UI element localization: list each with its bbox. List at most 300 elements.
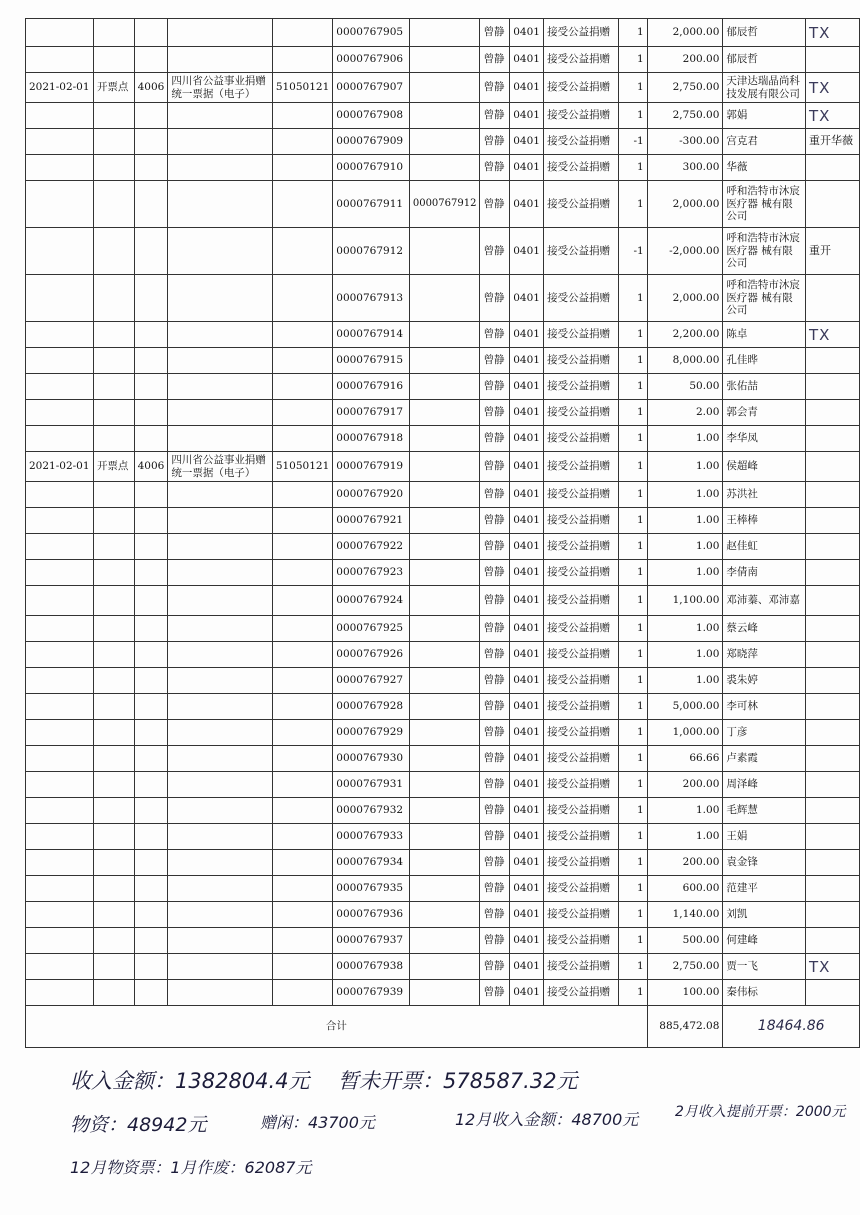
cell-original-number	[409, 275, 480, 322]
table-row	[26, 720, 860, 746]
cell-operator: 曾静	[480, 980, 510, 1006]
cell-item: 接受公益捐赠	[544, 954, 618, 980]
cell-operator: 曾静	[480, 746, 510, 772]
cell-note	[805, 228, 859, 275]
tx-handwritten-mark: TX	[808, 325, 831, 344]
cell-dept: 0401	[510, 155, 544, 181]
cell-type	[93, 400, 134, 426]
note-donation: 赠闲：43700元	[260, 1113, 375, 1132]
cell-bill-name	[168, 824, 272, 850]
cell-bill-code	[272, 374, 332, 400]
cell-number: 0000767921	[333, 508, 410, 534]
cell-original-number	[409, 155, 480, 181]
cell-bill-code	[272, 798, 332, 824]
cell-donor: 秦伟标	[723, 980, 806, 1006]
cell-bill-name	[168, 850, 272, 876]
cell-bill-code	[272, 103, 332, 129]
cell-dept: 0401	[510, 876, 544, 902]
cell-date	[26, 642, 94, 668]
cell-qty: 1	[618, 560, 647, 586]
cell-bill-code	[272, 694, 332, 720]
cell-note	[805, 850, 859, 876]
cell-bill-code	[272, 668, 332, 694]
table-row	[26, 508, 860, 534]
note-dec-income: 12月收入金额：48700元	[455, 1110, 639, 1129]
cell-bill-name	[168, 668, 272, 694]
cell-qty: -1	[618, 228, 647, 275]
cell-note	[805, 47, 859, 73]
cell-amount: 1,000.00	[647, 720, 723, 746]
cell-dept: 0401	[510, 400, 544, 426]
cell-item: 接受公益捐赠	[544, 902, 618, 928]
cell-code	[134, 928, 168, 954]
cell-type	[93, 772, 134, 798]
cell-code	[134, 668, 168, 694]
cell-date	[26, 322, 94, 348]
cell-bill-name	[168, 642, 272, 668]
cell-item: 接受公益捐赠	[544, 980, 618, 1006]
cell-donor: 袁金锋	[723, 850, 806, 876]
cell-operator: 曾静	[480, 228, 510, 275]
cell-dept: 0401	[510, 508, 544, 534]
cell-amount: 50.00	[647, 374, 723, 400]
table-row	[26, 228, 860, 275]
cell-item: 接受公益捐赠	[544, 228, 618, 275]
cell-donor: 赵佳虹	[723, 534, 806, 560]
cell-code	[134, 275, 168, 322]
table-row	[26, 129, 860, 155]
cell-bill-code	[272, 980, 332, 1006]
cell-date	[26, 374, 94, 400]
cell-amount: 2,000.00	[647, 19, 723, 47]
cell-dept: 0401	[510, 616, 544, 642]
cell-code	[134, 694, 168, 720]
cell-date	[26, 772, 94, 798]
cell-date	[26, 482, 94, 508]
cell-code	[134, 19, 168, 47]
cell-date	[26, 668, 94, 694]
cell-qty: 1	[618, 452, 647, 482]
cell-type	[93, 980, 134, 1006]
cell-bill-code	[272, 850, 332, 876]
cell-note	[805, 668, 859, 694]
cell-qty: -1	[618, 129, 647, 155]
cell-type	[93, 798, 134, 824]
cell-type: 开票点	[93, 452, 134, 482]
cell-bill-name	[168, 586, 272, 616]
cell-qty: 1	[618, 322, 647, 348]
cell-dept: 0401	[510, 850, 544, 876]
cell-donor: 丁彦	[723, 720, 806, 746]
cell-type	[93, 954, 134, 980]
cell-type	[93, 129, 134, 155]
cell-item: 接受公益捐赠	[544, 850, 618, 876]
cell-bill-code	[272, 824, 332, 850]
cell-note	[805, 482, 859, 508]
cell-original-number	[409, 616, 480, 642]
cell-bill-code	[272, 508, 332, 534]
cell-donor: 李可林	[723, 694, 806, 720]
cell-amount: 2,000.00	[647, 275, 723, 322]
note-text: 重开	[808, 243, 831, 257]
cell-original-number	[409, 103, 480, 129]
table-row	[26, 155, 860, 181]
cell-bill-code	[272, 322, 332, 348]
cell-dept: 0401	[510, 586, 544, 616]
cell-donor: 裘朱婷	[723, 668, 806, 694]
cell-dept: 0401	[510, 322, 544, 348]
cell-original-number	[409, 228, 480, 275]
cell-bill-name	[168, 954, 272, 980]
cell-amount: 5,000.00	[647, 694, 723, 720]
cell-date	[26, 181, 94, 228]
ledger-body	[26, 19, 860, 1048]
cell-bill-code	[272, 746, 332, 772]
cell-note	[805, 452, 859, 482]
cell-donor: 呼和浩特市沐宸医疗器 械有限公司	[723, 275, 806, 322]
cell-date	[26, 275, 94, 322]
cell-type	[93, 746, 134, 772]
cell-donor: 侯超峰	[723, 452, 806, 482]
cell-original-number	[409, 129, 480, 155]
cell-original-number	[409, 824, 480, 850]
cell-type	[93, 275, 134, 322]
cell-donor: 周泽峰	[723, 772, 806, 798]
cell-bill-name	[168, 772, 272, 798]
table-row	[26, 772, 860, 798]
cell-number: 0000767905	[333, 19, 410, 47]
cell-date	[26, 103, 94, 129]
cell-type	[93, 876, 134, 902]
cell-bill-code	[272, 954, 332, 980]
cell-note	[805, 980, 859, 1006]
cell-amount: 200.00	[647, 772, 723, 798]
cell-amount: 1.00	[647, 534, 723, 560]
cell-bill-code	[272, 47, 332, 73]
cell-bill-name	[168, 746, 272, 772]
cell-item: 接受公益捐赠	[544, 508, 618, 534]
cell-donor: 呼和浩特市沐宸医疗器 械有限公司	[723, 228, 806, 275]
cell-original-number	[409, 668, 480, 694]
cell-date: 2021-02-01	[26, 452, 94, 482]
cell-qty: 1	[618, 47, 647, 73]
table-row	[26, 47, 860, 73]
cell-amount: -300.00	[647, 129, 723, 155]
cell-dept: 0401	[510, 482, 544, 508]
cell-type	[93, 534, 134, 560]
cell-dept: 0401	[510, 452, 544, 482]
cell-amount: 2,000.00	[647, 181, 723, 228]
cell-operator: 曾静	[480, 19, 510, 47]
cell-type	[93, 902, 134, 928]
cell-note	[805, 746, 859, 772]
cell-donor: 李倩南	[723, 560, 806, 586]
cell-donor: 郑晓萍	[723, 642, 806, 668]
cell-code: 4006	[134, 452, 168, 482]
cell-bill-name	[168, 560, 272, 586]
cell-original-number	[409, 902, 480, 928]
cell-note	[805, 322, 859, 348]
cell-item: 接受公益捐赠	[544, 616, 618, 642]
cell-qty: 1	[618, 103, 647, 129]
cell-bill-code	[272, 560, 332, 586]
cell-bill-code	[272, 181, 332, 228]
cell-amount: 500.00	[647, 928, 723, 954]
cell-number: 0000767934	[333, 850, 410, 876]
cell-number: 0000767929	[333, 720, 410, 746]
table-row	[26, 534, 860, 560]
cell-date	[26, 876, 94, 902]
cell-note	[805, 348, 859, 374]
cell-bill-name	[168, 47, 272, 73]
cell-bill-code	[272, 902, 332, 928]
cell-date	[26, 155, 94, 181]
cell-operator: 曾静	[480, 720, 510, 746]
cell-bill-name	[168, 928, 272, 954]
cell-operator: 曾静	[480, 902, 510, 928]
cell-note	[805, 824, 859, 850]
cell-code	[134, 746, 168, 772]
cell-type	[93, 642, 134, 668]
cell-number: 0000767931	[333, 772, 410, 798]
cell-original-number	[409, 772, 480, 798]
cell-code	[134, 426, 168, 452]
cell-item: 接受公益捐赠	[544, 73, 618, 103]
handwritten-notes	[70, 1065, 850, 1205]
cell-original-number	[409, 798, 480, 824]
note-dec-materials: 12月物资票：1月作废：62087元	[70, 1158, 312, 1177]
cell-donor: 卢素霞	[723, 746, 806, 772]
cell-number: 0000767909	[333, 129, 410, 155]
cell-date	[26, 400, 94, 426]
cell-number: 0000767926	[333, 642, 410, 668]
cell-date	[26, 720, 94, 746]
cell-dept: 0401	[510, 47, 544, 73]
cell-operator: 曾静	[480, 534, 510, 560]
cell-item: 接受公益捐赠	[544, 275, 618, 322]
tx-handwritten-mark: TX	[808, 106, 831, 125]
cell-original-number	[409, 876, 480, 902]
cell-type	[93, 586, 134, 616]
total-handwritten: 18464.86	[723, 1006, 860, 1048]
cell-note	[805, 181, 859, 228]
cell-dept: 0401	[510, 534, 544, 560]
cell-dept: 0401	[510, 824, 544, 850]
cell-dept: 0401	[510, 746, 544, 772]
cell-note	[805, 400, 859, 426]
cell-dept: 0401	[510, 720, 544, 746]
table-row	[26, 824, 860, 850]
note-materials: 物资：48942元	[70, 1114, 207, 1136]
cell-bill-code	[272, 772, 332, 798]
cell-code	[134, 902, 168, 928]
cell-bill-name	[168, 508, 272, 534]
cell-date	[26, 824, 94, 850]
table-row	[26, 954, 860, 980]
cell-type	[93, 482, 134, 508]
table-row	[26, 694, 860, 720]
cell-bill-code	[272, 642, 332, 668]
cell-number: 0000767914	[333, 322, 410, 348]
cell-note	[805, 560, 859, 586]
cell-date	[26, 586, 94, 616]
cell-number: 0000767927	[333, 668, 410, 694]
cell-qty: 1	[618, 616, 647, 642]
cell-code	[134, 824, 168, 850]
cell-type	[93, 928, 134, 954]
cell-qty: 1	[618, 980, 647, 1006]
cell-operator: 曾静	[480, 322, 510, 348]
cell-item: 接受公益捐赠	[544, 348, 618, 374]
cell-donor: 毛辉慧	[723, 798, 806, 824]
cell-dept: 0401	[510, 928, 544, 954]
cell-operator: 曾静	[480, 928, 510, 954]
cell-qty: 1	[618, 586, 647, 616]
cell-donor: 范建平	[723, 876, 806, 902]
cell-bill-code	[272, 155, 332, 181]
total-label: 合计	[26, 1006, 648, 1048]
cell-operator: 曾静	[480, 694, 510, 720]
cell-original-number	[409, 374, 480, 400]
cell-type	[93, 720, 134, 746]
cell-qty: 1	[618, 426, 647, 452]
cell-code	[134, 876, 168, 902]
cell-code	[134, 129, 168, 155]
cell-donor: 郁辰哲	[723, 19, 806, 47]
cell-code	[134, 980, 168, 1006]
cell-number: 0000767939	[333, 980, 410, 1006]
cell-number: 0000767933	[333, 824, 410, 850]
cell-qty: 1	[618, 19, 647, 47]
cell-number: 0000767925	[333, 616, 410, 642]
cell-dept: 0401	[510, 374, 544, 400]
table-row	[26, 980, 860, 1006]
donation-ledger-table	[25, 18, 860, 1048]
cell-code	[134, 560, 168, 586]
cell-bill-code	[272, 400, 332, 426]
cell-bill-name	[168, 798, 272, 824]
cell-amount: 600.00	[647, 876, 723, 902]
cell-number: 0000767923	[333, 560, 410, 586]
table-row	[26, 642, 860, 668]
cell-code	[134, 374, 168, 400]
cell-date	[26, 798, 94, 824]
table-row	[26, 586, 860, 616]
cell-type	[93, 616, 134, 642]
cell-date	[26, 616, 94, 642]
cell-code	[134, 47, 168, 73]
cell-amount: 1.00	[647, 426, 723, 452]
cell-code	[134, 586, 168, 616]
cell-dept: 0401	[510, 103, 544, 129]
cell-date	[26, 694, 94, 720]
table-row	[26, 103, 860, 129]
cell-amount: -2,000.00	[647, 228, 723, 275]
cell-original-number	[409, 482, 480, 508]
cell-original-number	[409, 348, 480, 374]
cell-donor: 郁辰哲	[723, 47, 806, 73]
total-row	[26, 1006, 860, 1048]
tx-handwritten-mark: TX	[808, 78, 831, 97]
cell-original-number	[409, 746, 480, 772]
cell-type	[93, 850, 134, 876]
cell-bill-name	[168, 374, 272, 400]
cell-number: 0000767928	[333, 694, 410, 720]
cell-type	[93, 228, 134, 275]
cell-donor: 李华凤	[723, 426, 806, 452]
cell-bill-code	[272, 616, 332, 642]
cell-number: 0000767917	[333, 400, 410, 426]
cell-type	[93, 824, 134, 850]
cell-operator: 曾静	[480, 586, 510, 616]
cell-original-number: 0000767912	[409, 181, 480, 228]
table-row	[26, 73, 860, 103]
cell-number: 0000767906	[333, 47, 410, 73]
cell-original-number	[409, 720, 480, 746]
cell-dept: 0401	[510, 560, 544, 586]
cell-type	[93, 426, 134, 452]
cell-operator: 曾静	[480, 426, 510, 452]
note-text: 重开华薇	[808, 134, 853, 148]
cell-qty: 1	[618, 850, 647, 876]
cell-donor: 苏洪社	[723, 482, 806, 508]
cell-date	[26, 348, 94, 374]
cell-code	[134, 616, 168, 642]
cell-type	[93, 508, 134, 534]
cell-operator: 曾静	[480, 181, 510, 228]
cell-bill-code	[272, 534, 332, 560]
cell-item: 接受公益捐赠	[544, 824, 618, 850]
cell-code	[134, 348, 168, 374]
cell-note	[805, 73, 859, 103]
cell-qty: 1	[618, 746, 647, 772]
cell-type	[93, 694, 134, 720]
cell-amount: 200.00	[647, 850, 723, 876]
cell-item: 接受公益捐赠	[544, 19, 618, 47]
table-row	[26, 902, 860, 928]
cell-operator: 曾静	[480, 103, 510, 129]
cell-item: 接受公益捐赠	[544, 642, 618, 668]
cell-item: 接受公益捐赠	[544, 720, 618, 746]
cell-operator: 曾静	[480, 772, 510, 798]
cell-number: 0000767920	[333, 482, 410, 508]
table-row	[26, 181, 860, 228]
table-row	[26, 374, 860, 400]
cell-amount: 1.00	[647, 824, 723, 850]
cell-note	[805, 275, 859, 322]
table-row	[26, 928, 860, 954]
cell-number: 0000767912	[333, 228, 410, 275]
cell-type: 开票点	[93, 73, 134, 103]
cell-item: 接受公益捐赠	[544, 746, 618, 772]
cell-item: 接受公益捐赠	[544, 181, 618, 228]
cell-qty: 1	[618, 482, 647, 508]
cell-date	[26, 954, 94, 980]
cell-note	[805, 374, 859, 400]
cell-operator: 曾静	[480, 374, 510, 400]
cell-dept: 0401	[510, 275, 544, 322]
cell-bill-name	[168, 275, 272, 322]
cell-qty: 1	[618, 155, 647, 181]
cell-date: 2021-02-01	[26, 73, 94, 103]
cell-operator: 曾静	[480, 798, 510, 824]
cell-code	[134, 400, 168, 426]
table-row	[26, 400, 860, 426]
cell-dept: 0401	[510, 798, 544, 824]
cell-date	[26, 129, 94, 155]
cell-operator: 曾静	[480, 275, 510, 322]
cell-number: 0000767918	[333, 426, 410, 452]
